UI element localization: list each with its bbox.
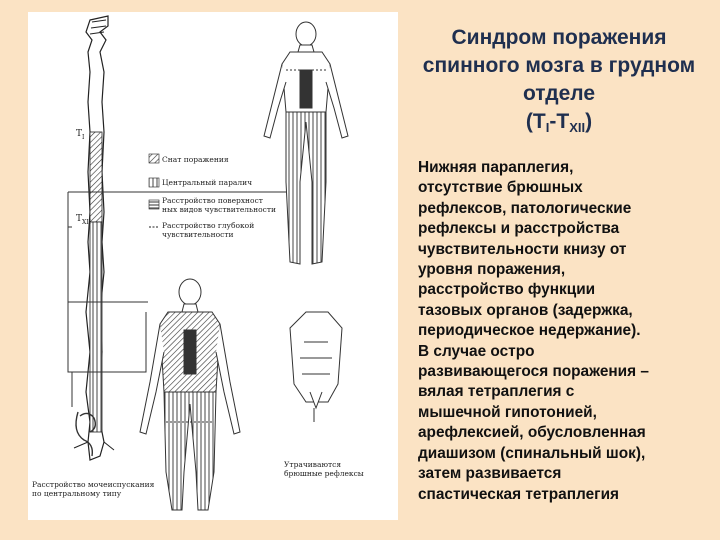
body-line: развивающегося поражения –: [418, 363, 649, 381]
slide-title: [400, 24, 718, 136]
body-line: мышечной гипотонией,: [418, 403, 597, 421]
top-body-figure: [264, 22, 348, 264]
anatomy-illustration: [28, 12, 398, 520]
slide-body-text: [418, 158, 714, 505]
spine-level-bottom: $T_{XII}$: [76, 214, 92, 226]
caption-bladder-2: по центральному типу: [32, 489, 122, 498]
body-line: рефлексов, патологические: [418, 199, 632, 217]
title-line-1: Синдром поражения: [451, 26, 667, 49]
legend-superficial-2: ных видов чувствительности: [162, 205, 277, 214]
body-line: вялая тетраплегия с: [418, 383, 575, 401]
legend-swatches: [149, 154, 159, 227]
legend-superficial-1: Расстройство поверхност: [162, 196, 263, 205]
legend-lesion: Снат поражения: [162, 155, 229, 164]
spine-level-top: $T_I$: [76, 129, 85, 141]
body-line: В случае остро: [418, 342, 535, 360]
spinal-cord: [74, 16, 114, 460]
legend-deep-1: Расстройство глубокой: [162, 221, 255, 230]
body-line: арефлексией, обусловленная: [418, 424, 646, 442]
body-line: уровня поражения,: [418, 261, 566, 279]
body-line: расстройство функции: [418, 281, 596, 299]
caption-reflex-2: брюшные рефлексы: [284, 469, 364, 478]
legend-deep-2: чувствительности: [162, 230, 234, 239]
body-line: Нижняя параплегия,: [418, 159, 574, 176]
body-line: спастическая тетраплегия: [418, 485, 620, 503]
torso-detail: [290, 312, 342, 422]
title-line-2: спинного мозга в грудном: [422, 54, 696, 77]
body-line: диашизом (спинальный шок),: [418, 444, 646, 462]
body-line: затем развивается: [418, 465, 562, 483]
legend-central-paralysis: Центральный паралич: [162, 178, 253, 187]
body-line: отсутствие брюшных: [418, 179, 583, 197]
body-line: периодическое недержание).: [418, 322, 641, 340]
bottom-body-figure: [140, 279, 240, 510]
body-line: чувствительности книзу от: [418, 240, 627, 258]
caption-bladder-1: Расстройство мочеиспускания: [32, 480, 155, 489]
title-line-4: $(T_I-T_{XII})$: [525, 110, 593, 135]
title-line-3: отделе: [522, 82, 596, 105]
anatomical-figure: [28, 12, 398, 520]
body-line: тазовых органов (задержка,: [418, 301, 633, 319]
body-line: рефлексы и расстройства: [418, 220, 620, 238]
caption-reflex-1: Утрачиваются: [284, 460, 342, 469]
